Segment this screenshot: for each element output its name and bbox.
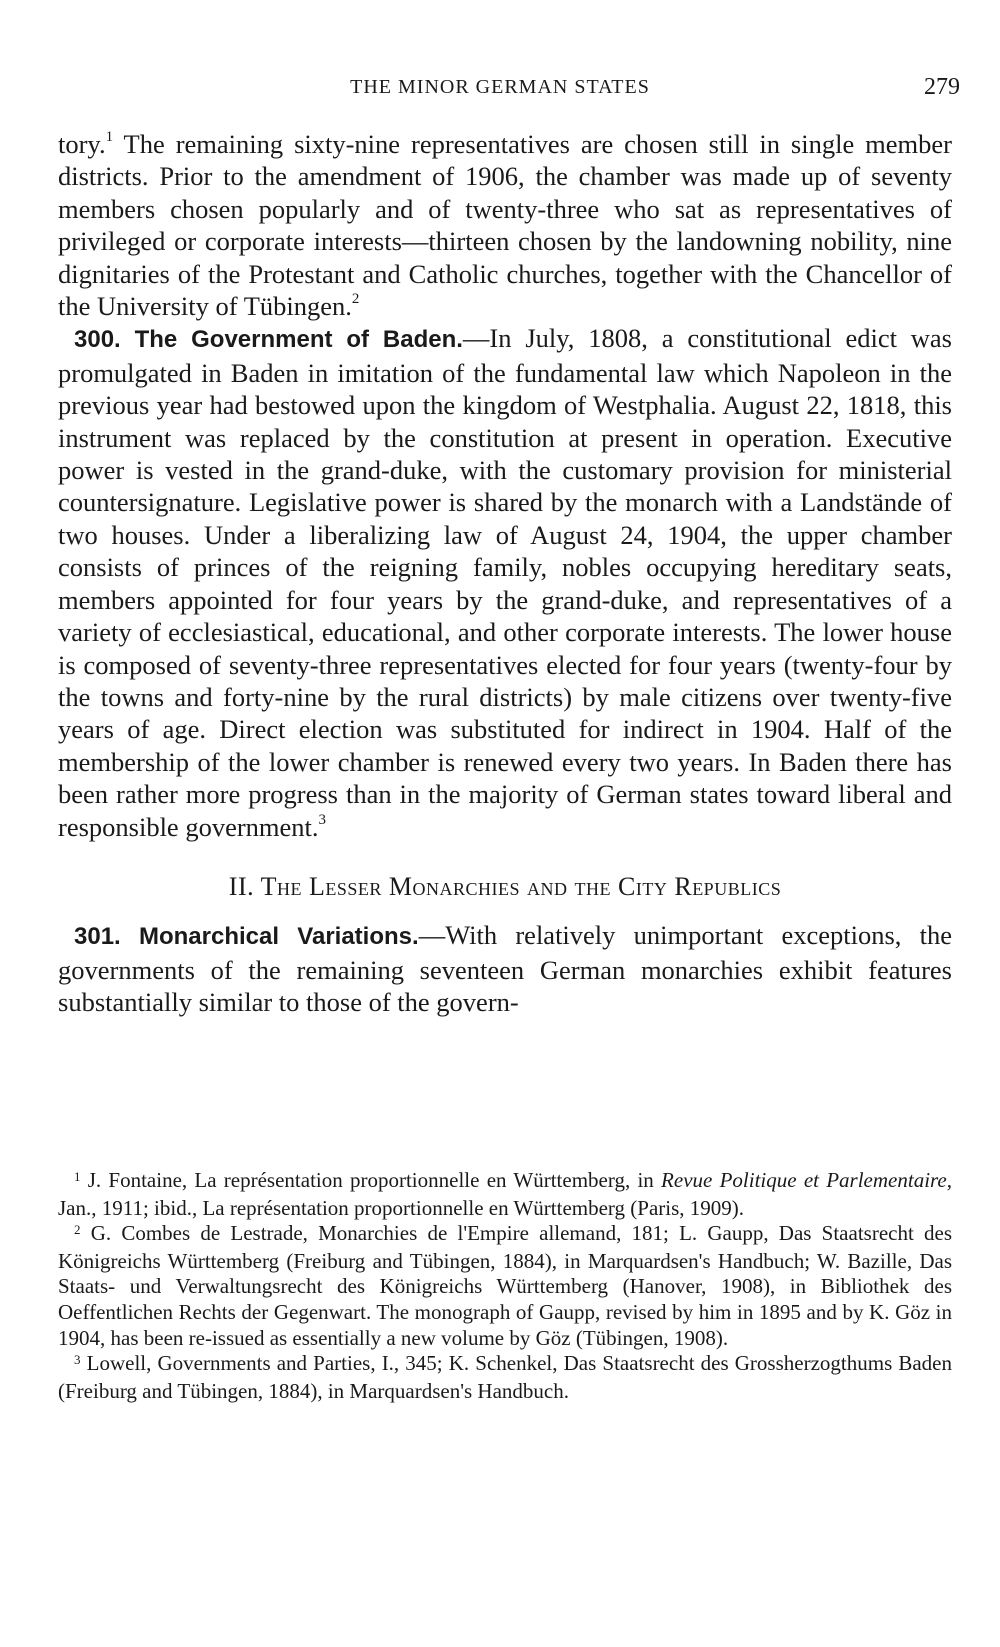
section-number: 300. — [74, 326, 121, 354]
footnote-ref: 1 — [105, 129, 114, 146]
paragraph-text: The remaining sixty-nine representatives are chosen still in single member districts. Prior to the amendment of 1906, the chamber was made up of seventy members chosen popularly and of twenty-three who sat as representatives of privileged or corporate interests—thirteen chosen by the landowning nobility, nine dignitaries of the Protestant and Catholic churches, together with the Chancellor of the University of Tübingen. — [58, 129, 952, 322]
footnotes — [58, 1168, 952, 1404]
footnote-ref: 3 — [318, 811, 327, 828]
footnote-text: J. Fontaine, La représentation proportionnelle en Württemberg, in — [87, 1168, 662, 1192]
footnote-text: , Jan., 1911; ibid., La représentation proportionnelle en Württemberg (Paris, 1909). — [58, 1168, 952, 1220]
paragraph-text: —With relatively unimportant exceptions, the governments of the remaining seventeen German monarchies exhibit features substantially similar to those of the govern- — [58, 920, 953, 1018]
section-number: 301. — [74, 923, 121, 951]
footnote-text: Lowell, Governments and Parties, I., 345; K. Schenkel, Das Staatsrecht des Grossherzogthums Baden (Freiburg and Tübingen, 1884), in Marquardsen's Handbuch. — [58, 1351, 953, 1403]
paragraph-continuation — [58, 128, 952, 322]
paragraph-text: —In July, 1808, a constitutional edict was promulgated in Baden in imitation of the fundamental law which Napoleon in the previous year had bestowed upon the kingdom of Westphalia. August 22, 1818, this instrument was replaced by the constitution at present in operation. Executive power is vested in the grand-duke, with the customary provision for ministerial countersignature. Legislative power is shared by the monarch with a Landstände of two houses. Under a liberalizing law of August 24, 1904, the upper chamber consists of princes of the reigning family, nobles occupying hereditary seats, members appointed for four years by the grand-duke, and representatives of a variety of ecclesiastical, educational, and other corporate interests. The lower house is composed of seventy-three representatives elected for four years (twenty-four by the towns and forty-nine by the rural districts) by male citizens over twenty-five years of age. Direct election was substituted for indirect in 1904. Half of the membership of the lower chamber is renewed every two years. In Baden there has been rather more progress than in the majority of German states toward liberal and responsible government. — [58, 323, 952, 842]
footnote-mark: 3 — [74, 1352, 81, 1368]
footnote-text: G. Combes de Lestrade, Monarchies de l'Empire allemand, 181; L. Gaupp, Das Staatsrecht des Königreichs Württemberg (Freiburg and Tübingen, 1884), in Marquardsen's Handbuch; W. Bazille, Das Staats- und Verwaltungsrecht des Königreichs Württemberg (Hanover, 1908), in Bibliothek des Oeffentlichen Rechts der Gegenwart. The monograph of Gaupp, revised by him in 1895 and by K. Göz in 1904, has been re-issued as essentially a new volume by Göz (Tübingen, 1908). — [58, 1221, 952, 1350]
footnote-ref: 2 — [351, 291, 360, 308]
paragraph-text: tory. — [58, 129, 106, 159]
footnote-1 — [58, 1168, 952, 1221]
chapter-section-heading: II. The Lesser Monarchies and the City Republics — [228, 871, 782, 901]
page-number: 279 — [924, 74, 960, 100]
body-text — [58, 128, 952, 1019]
footnote-2 — [58, 1221, 952, 1351]
section-300-paragraph — [58, 322, 952, 843]
footnote-3 — [58, 1351, 952, 1404]
section-title: Monarchical Variations. — [138, 923, 419, 951]
running-title: THE MINOR GERMAN STATES — [350, 76, 650, 98]
section-title: The Government of Baden. — [134, 326, 463, 354]
footnote-mark: 2 — [74, 1222, 81, 1238]
footnote-mark: 1 — [74, 1169, 81, 1184]
section-301-paragraph — [58, 919, 952, 1018]
footnote-journal-title: Revue Politique et Parlementaire — [661, 1168, 947, 1192]
running-head — [40, 72, 960, 106]
